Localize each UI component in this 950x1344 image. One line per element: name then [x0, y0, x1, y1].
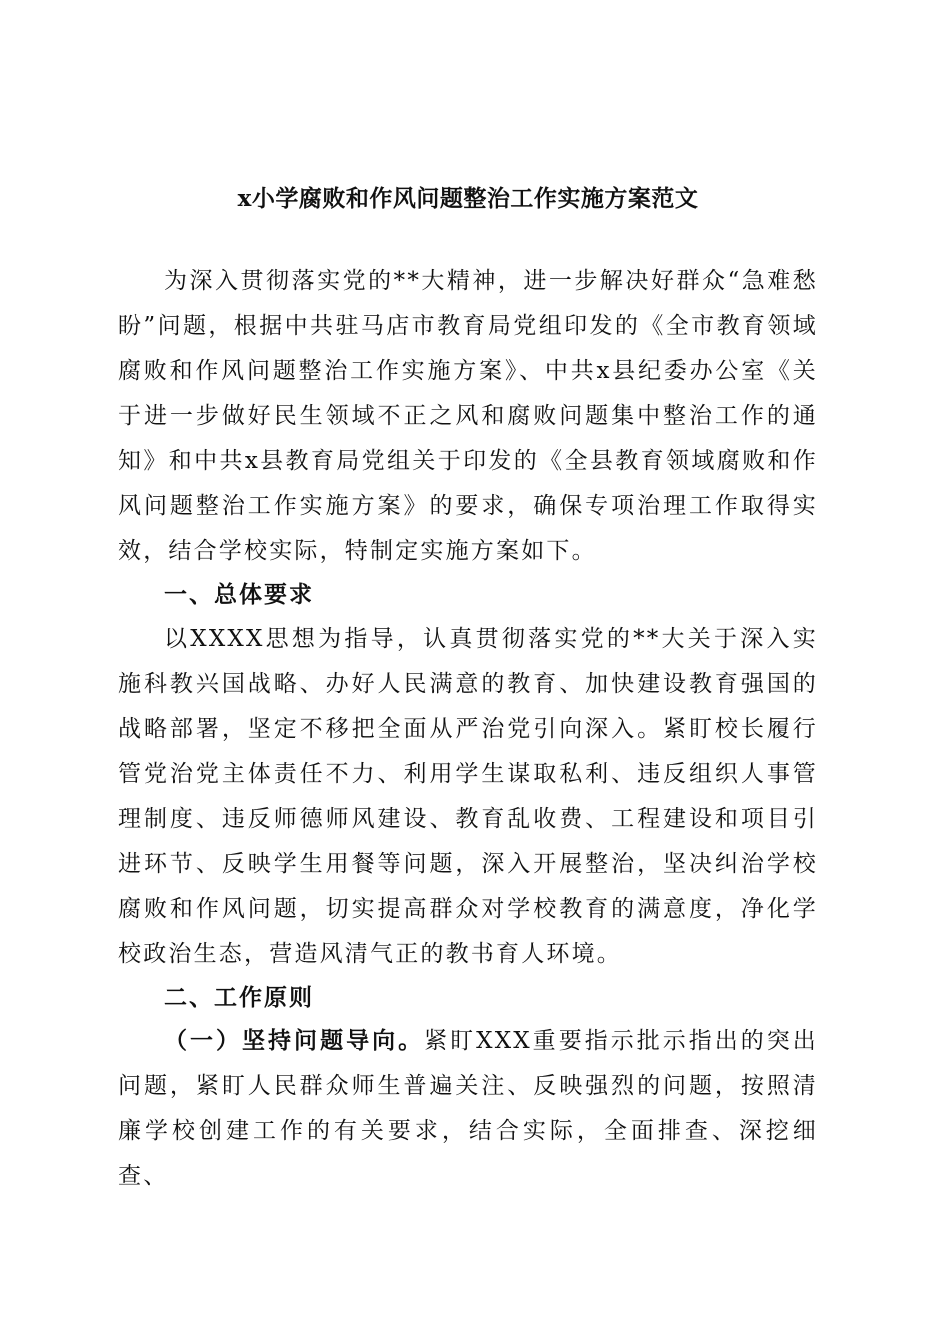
principle-1-body: 紧盯XXX重要指示批示指出的突出问题，紧盯人民群众师生普遍关注、反映强烈的问题，按照清廉学校创建工作的有关要求，结合实际，全面排查、深挖细查、	[118, 1028, 819, 1189]
intro-paragraph: 为深入贯彻落实党的**大精神，进一步解决好群众“急难愁盼”问题，根据中共驻马店市教育局党组印发的《全市教育领域腐败和作风问题整治工作实施方案》、中共x县纪委办公室《关于进一步做好民生领域不正之风和腐败问题集中整治工作的通知》和中共x县教育局党组关于印发的《全县教育领域腐败和作风问题整治工作实施方案》的要求，确保专项治理工作取得实效，结合学校实际，特制定实施方案如下。	[118, 268, 818, 564]
principle-1-paragraph	[118, 1018, 818, 1199]
principle-1-lead: （一）坚持问题导向。	[164, 1027, 425, 1054]
general-requirements-paragraph: 以XXXX思想为指导，认真贯彻落实党的**大关于深入实施科教兴国战略、办好人民满意的教育、加快建设教育强国的战略部署，坚定不移把全面从严治党引向深入。紧盯校长履行管党治党主体责任不力、利用学生谋取私利、违反组织人事管理制度、违反师德师风建设、教育乱收费、工程建设和项目引进环节、反映学生用餐等问题，深入开展整治，坚决纠治学校腐败和作风问题，切实提高群众对学校教育的满意度，净化学校政治生态，营造风清气正的教书育人环境。	[118, 626, 818, 967]
section-heading-work-principles: 二、工作原则	[164, 984, 314, 1011]
document-title: x小学腐败和作风问题整治工作实施方案范文	[237, 185, 699, 212]
section-heading-general-requirements: 一、总体要求	[164, 581, 314, 608]
